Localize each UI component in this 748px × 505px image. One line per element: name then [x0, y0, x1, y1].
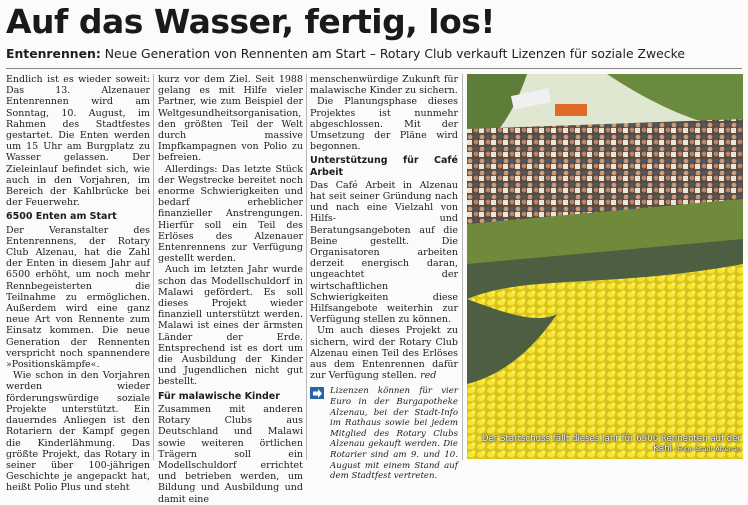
section-heading: Für malawische Kinder — [158, 390, 280, 402]
article-column-1 — [6, 74, 150, 494]
photo-credit: Foto: Stadt Alzenau — [677, 445, 741, 454]
column-divider — [306, 74, 307, 460]
paragraph: Das Café Arbeit in Alzenau hat seit seiner Gründung nach und nach eine Vielzahl von Hilfs- und Beratungsangeboten auf die Beine gestellt. Die Organisatoren arbeiten derzeit energisch daran, ungeachtet der wirtschaftlichen Schwierigkeiten diese Hilfsangebote weiterhin zur Verfügung stellen zu können. — [310, 179, 458, 326]
paragraph: menschenwürdige Zukunft für malawische Kinder zu sichern. — [310, 74, 458, 97]
article-column-3 — [310, 74, 458, 482]
duck-race-photo — [467, 74, 743, 459]
license-info-text: Lizenzen können für vier Euro in der Burgapotheke Alzenau, bei der Stadt-Info im Rathaus sowie bei jedem Mitglied des Rotary Clubs Alzenau gekauft werden. Die Rotarier sind am 9. und 10. August mit einem Stand auf dem Stadtfest vertreten. — [330, 386, 458, 482]
arrow-right-icon — [310, 387, 324, 399]
column-divider — [153, 74, 154, 460]
paragraph-text: Um auch dieses Projekt zu sichern, wird der Rotary Club Alzenau einen Teil des Erlöses aus dem Entenrennen dafür zur Verfügung stellen. — [310, 325, 458, 382]
license-info-note — [310, 386, 458, 481]
paragraph: kurz vor dem Ziel. Seit 1988 gelang es mit Hilfe vieler Partner, wie zum Beispiel der Weltgesundheitsorganisation, den größten Teil der Welt durch massive Impfkampagnen von Polio zu befreien. — [158, 74, 303, 164]
header-divider — [6, 68, 742, 69]
subheadline-lead: Entenrennen: — [6, 46, 101, 61]
section-heading: 6500 Enten am Start — [6, 211, 117, 223]
section-heading: Unterstützung für Café Arbeit — [310, 155, 458, 178]
paragraph — [310, 325, 458, 381]
subheadline-text: Neue Generation von Rennenten am Start – Rotary Club verkauft Lizenzen für soziale Zwecke — [100, 46, 685, 61]
headline: Auf das Wasser, fertig, los! — [6, 2, 495, 41]
paragraph: Der Veranstalter des Entenrennens, der Rotary Club Alzenau, hat die Zahl der Enten in diesem Jahr auf 6500 erhöht, um noch mehr Rennbegeisterten die Teilnahme zu ermöglichen. Außerdem wird eine ganz neue Art von Rennente zum Einsatz kommen. Die neue Generation der Rennenten verspricht noch spannendere »Positionskämpfe«. — [6, 224, 150, 371]
duck-race-photo-image — [467, 74, 743, 459]
photo-caption-text: Der Startschuss fällt dieses Jahr für 6500 Rennenten auf der Kahl. — [481, 433, 741, 455]
article-column-2 — [158, 74, 303, 505]
paragraph: Wie schon in den Vorjahren werden wieder förderungswürdige soziale Projekte unterstützt. Ein dauerndes Anliegen ist den Rotariern der Kampf gegen die Kinderlähmung. Das größte Projekt, das Rotary in seiner über 100-jährigen Geschichte je angepackt hat, heißt Polio Plus und steht — [6, 370, 150, 494]
paragraph: Die Planungsphase dieses Projektes ist nunmehr abgeschlossen. Mit der Umsetzung der Pläne wird begonnen. — [310, 96, 458, 153]
paragraph: Auch im letzten Jahr wurde schon das Modellschuldorf in Malawi gefördert. Es soll dieses Projekt wieder finanziell unterstützt werden. Malawi ist eines der ärmsten Länder der Erde. Entsprechend ist es dort um die Ausbildung der Kinder und Jugendlichen nicht gut bestellt. — [158, 264, 303, 388]
column-divider — [462, 74, 463, 460]
author-signature: red — [420, 370, 437, 382]
photo-caption — [467, 434, 741, 455]
paragraph: Zusammen mit anderen Rotary Clubs aus Deutschland und Malawi sowie weiteren örtlichen Trägern soll ein Modellschuldorf errichtet und betrieben werden, um Bildung und Ausbildung und damit eine — [158, 403, 303, 505]
paragraph: Allerdings: Das letzte Stück der Wegstrecke bereitet noch enorme Schwierigkeiten und bedarf erheblicher finanzieller Anstrengungen. Hierfür soll ein Teil des Erlöses des Alzenauer Entenrennens zur Verfügung gestellt werden. — [158, 163, 303, 265]
subheadline — [6, 46, 744, 61]
paragraph: Endlich ist es wieder soweit: Das 13. Alzenauer Entenrennen wird am Sonntag, 10. August, im Rahmen des Stadtfestes gestartet. Die Enten werden um 15 Uhr am Burgplatz zu Wasser gelassen. Der Zieleinlauf befindet sich, wie auch in den Vorjahren, im Bereich der Kahlbrücke bei der Feuerwehr. — [6, 74, 150, 209]
